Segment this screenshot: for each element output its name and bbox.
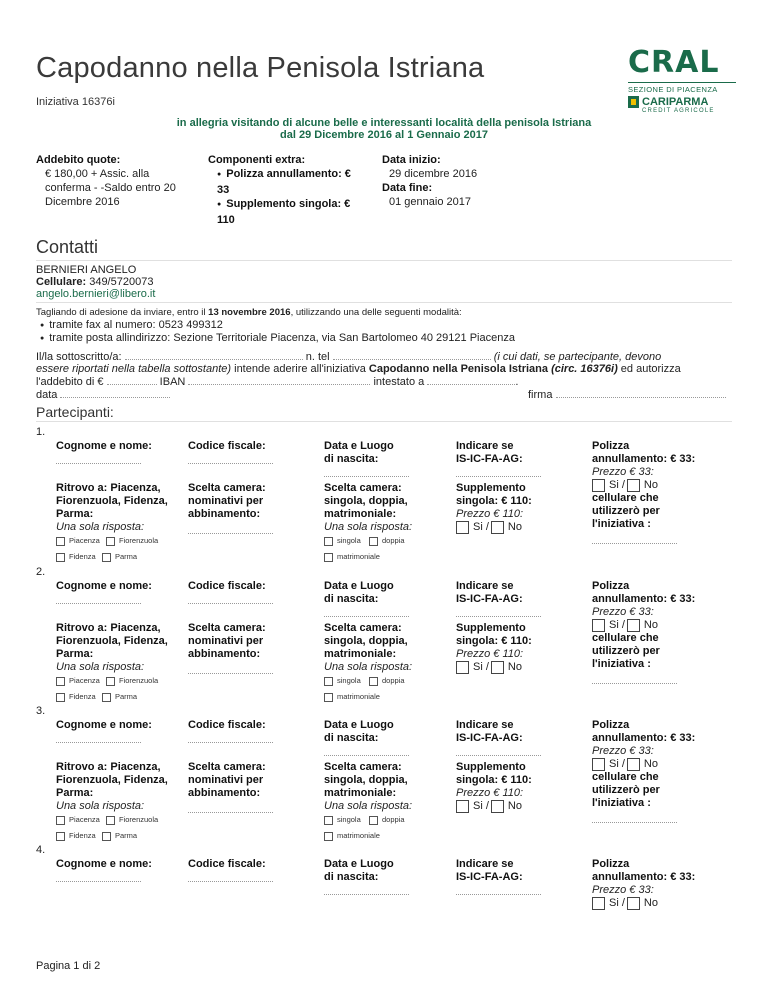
supplement-no-checkbox[interactable] (491, 800, 504, 813)
supplement-choice (456, 661, 532, 674)
birth-label-2: di nascita: (324, 732, 379, 744)
meeting-label-3: Parma: (56, 508, 94, 520)
fiorenzuola-checkbox[interactable] (106, 816, 115, 825)
policy-no-checkbox[interactable] (627, 479, 640, 492)
birth-field[interactable] (324, 894, 409, 895)
policy-yes-checkbox[interactable] (592, 619, 605, 632)
meeting-cell (56, 761, 168, 813)
category-label-1: Indicare se (456, 858, 514, 870)
initiative-code: Iniziativa 16376i (36, 96, 115, 108)
fidenza-label: Fidenza (69, 831, 96, 840)
extra-label: Componenti extra: (208, 154, 306, 166)
date-field[interactable] (60, 388, 170, 398)
date-row: data (36, 388, 170, 401)
roommate-field[interactable] (188, 673, 273, 674)
policy-yes-checkbox[interactable] (592, 897, 605, 910)
policy-no-label: No (643, 758, 658, 771)
policy-label-2: annullamento: € 33: (592, 453, 696, 465)
phone-label-1: cellulare che (592, 771, 659, 784)
doppia-option (369, 676, 405, 686)
meeting-cell (56, 482, 168, 534)
supplement-choice (456, 800, 532, 813)
singola-option (324, 815, 361, 825)
doppia-checkbox[interactable] (369, 677, 378, 686)
supplement-no-checkbox[interactable] (491, 521, 504, 534)
contact-phone: 349/5720073 (89, 276, 154, 288)
contacts-heading: Contatti (36, 237, 99, 257)
policy-choice (592, 619, 732, 632)
fax-option: ● tramite fax al numero: 0523 499312 (40, 319, 223, 331)
mail-option: ● tramite posta allindirizzo: Sezione Territoriale Piacenza, via San Bartolomeo 40 29121 Piacenza (40, 332, 515, 344)
policy-no-label: No (643, 897, 658, 910)
dates-block (382, 153, 542, 209)
piacenza-label: Piacenza (69, 536, 100, 545)
fiscal-field[interactable] (188, 463, 273, 464)
phone-field[interactable] (592, 683, 677, 684)
supplement-yes-label: Si / (473, 800, 489, 813)
supplement-no-label: No (507, 800, 522, 813)
surname-label: Cognome e nome: (56, 580, 152, 592)
fiscal-cell (188, 858, 273, 882)
supplement-price: Prezzo € 110: (456, 508, 524, 520)
participant-number: 2. (36, 566, 46, 578)
policy-label-2: annullamento: € 33: (592, 593, 696, 605)
phone-field[interactable] (592, 543, 677, 544)
addebito-text: € 180,00 + Assic. alla conferma - -Saldo entro 20 Dicembre 2016 (45, 168, 176, 208)
room-type-label-2: singola, doppia, (324, 774, 408, 786)
fiorenzuola-option (106, 536, 158, 546)
supplement-choice (456, 521, 532, 534)
meeting-cell (56, 622, 168, 674)
phone-label-2: utilizzerò per (592, 645, 660, 658)
birth-label-1: Data e Luogo (324, 440, 394, 452)
matrimoniale-label: matrimoniale (337, 692, 380, 701)
fidenza-option (56, 552, 96, 562)
contact-name: BERNIERI ANGELO (36, 264, 137, 276)
room-type-label-4: Una sola risposta: (324, 661, 413, 673)
category-field[interactable] (456, 616, 541, 617)
logo-brand: CRAL (628, 45, 720, 80)
roommate-label-3: abbinamento: (188, 648, 261, 660)
room-type-cell (324, 761, 412, 813)
roommate-field[interactable] (188, 812, 273, 813)
fiscal-field[interactable] (188, 603, 273, 604)
room-type-label-1: Scelta camera: (324, 761, 402, 773)
roommate-cell (188, 622, 273, 674)
doppia-label: doppia (382, 536, 405, 545)
divider (36, 302, 732, 303)
iban-field[interactable] (188, 375, 370, 385)
parma-label: Parma (115, 692, 138, 701)
matrimoniale-option (324, 692, 380, 702)
supplement-label-1: Supplemento (456, 482, 526, 494)
extra-block: Componenti extra: ● Polizza annullamento: € 33 ● Supplemento singola: € 110 (208, 153, 368, 227)
supplement-no-checkbox[interactable] (491, 661, 504, 674)
parma-checkbox[interactable] (102, 693, 111, 702)
fiorenzuola-checkbox[interactable] (106, 677, 115, 686)
phone-label-3: l'iniziativa : (592, 658, 651, 671)
fidenza-label: Fidenza (69, 692, 96, 701)
policy-cell (592, 440, 732, 544)
roommate-label-3: abbinamento: (188, 787, 261, 799)
singola-label: singola (337, 676, 361, 685)
singola-checkbox[interactable] (324, 816, 333, 825)
supplement-cell (456, 482, 532, 534)
surname-cell (56, 440, 152, 464)
doppia-label: doppia (382, 676, 405, 685)
category-cell (456, 719, 541, 756)
surname-field[interactable] (56, 463, 141, 464)
signature-field[interactable] (556, 388, 726, 398)
addebito-block (36, 153, 196, 209)
fidenza-checkbox[interactable] (56, 693, 65, 702)
supplement-cell (456, 622, 532, 674)
policy-yes-label: Si / (609, 479, 625, 492)
participant-number: 1. (36, 426, 46, 438)
policy-no-label: No (643, 479, 658, 492)
roommate-label-2: nominativi per (188, 774, 264, 786)
birth-cell (324, 719, 409, 756)
meeting-label-2: Fiorenzuola, Fidenza, (56, 495, 168, 507)
surname-field[interactable] (56, 742, 141, 743)
room-type-label-1: Scelta camera: (324, 482, 402, 494)
fiscal-cell (188, 719, 273, 743)
fiorenzuola-option (106, 815, 158, 825)
birth-field[interactable] (324, 476, 409, 477)
supplement-label-2: singola: € 110: (456, 774, 532, 786)
policy-label-1: Polizza (592, 858, 630, 870)
policy-price: Prezzo € 33: (592, 466, 654, 478)
addebito-label: Addebito quote: (36, 154, 121, 166)
supplement-yes-checkbox[interactable] (456, 521, 469, 534)
policy-yes-label: Si / (609, 619, 625, 632)
parma-option (102, 552, 137, 562)
room-type-label-4: Una sola risposta: (324, 800, 413, 812)
supplement-no-label: No (507, 521, 522, 534)
policy-price: Prezzo € 33: (592, 745, 654, 757)
birth-label-2: di nascita: (324, 593, 379, 605)
policy-label-1: Polizza (592, 440, 630, 452)
birth-label-2: di nascita: (324, 453, 379, 465)
piacenza-checkbox[interactable] (56, 816, 65, 825)
policy-label-2: annullamento: € 33: (592, 871, 696, 883)
phone-label-3: l'iniziativa : (592, 797, 651, 810)
category-label-1: Indicare se (456, 719, 514, 731)
fiorenzuola-label: Fiorenzuola (119, 815, 159, 824)
parma-label: Parma (115, 831, 138, 840)
fiscal-label: Codice fiscale: (188, 440, 266, 452)
piacenza-option (56, 536, 100, 546)
participant-number: 4. (36, 844, 46, 856)
category-label-2: IS-IC-FA-AG: (456, 732, 523, 744)
matrimoniale-label: matrimoniale (337, 552, 380, 561)
room-type-label-3: matrimoniale: (324, 508, 397, 520)
cral-logo (628, 45, 736, 118)
phone-label-2: utilizzerò per (592, 784, 660, 797)
supplement-label-1: Supplemento (456, 622, 526, 634)
category-cell (456, 858, 541, 895)
surname-label: Cognome e nome: (56, 440, 152, 452)
meeting-label-4: Una sola risposta: (56, 800, 145, 812)
birth-label-1: Data e Luogo (324, 858, 394, 870)
surname-label: Cognome e nome: (56, 858, 152, 870)
category-label-2: IS-IC-FA-AG: (456, 593, 523, 605)
policy-no-checkbox[interactable] (627, 758, 640, 771)
surname-field[interactable] (56, 603, 141, 604)
roommate-label-1: Scelta camera: (188, 761, 266, 773)
fidenza-option (56, 692, 96, 702)
singola-checkbox[interactable] (324, 677, 333, 686)
roommate-cell (188, 761, 273, 813)
supplement-yes-checkbox[interactable] (456, 800, 469, 813)
end-label: Data fine: (382, 182, 433, 194)
policy-no-label: No (643, 619, 658, 632)
birth-label-2: di nascita: (324, 871, 379, 883)
meeting-label-1: Ritrovo a: Piacenza, (56, 482, 161, 494)
policy-yes-checkbox[interactable] (592, 479, 605, 492)
supplement-no-label: No (507, 661, 522, 674)
meeting-label-4: Una sola risposta: (56, 661, 145, 673)
category-label-1: Indicare se (456, 580, 514, 592)
piacenza-checkbox[interactable] (56, 537, 65, 546)
meeting-label-3: Parma: (56, 648, 94, 660)
page-number: Pagina 1 di 2 (36, 960, 101, 972)
meeting-label-3: Parma: (56, 787, 94, 799)
page-title: Capodanno nella Penisola Istriana (36, 52, 485, 84)
category-field[interactable] (456, 755, 541, 756)
phone-label-3: l'iniziativa : (592, 518, 651, 531)
policy-no-checkbox[interactable] (627, 897, 640, 910)
singola-option (324, 676, 361, 686)
supplement-label-2: singola: € 110: (456, 495, 532, 507)
policy-label-2: annullamento: € 33: (592, 732, 696, 744)
roommate-label-1: Scelta camera: (188, 482, 266, 494)
roommate-label-1: Scelta camera: (188, 622, 266, 634)
matrimoniale-checkbox[interactable] (324, 553, 333, 562)
meeting-label-2: Fiorenzuola, Fidenza, (56, 635, 168, 647)
roommate-cell (188, 482, 273, 534)
matrimoniale-checkbox[interactable] (324, 832, 333, 841)
meeting-label-2: Fiorenzuola, Fidenza, (56, 774, 168, 786)
birth-field[interactable] (324, 755, 409, 756)
meeting-label-1: Ritrovo a: Piacenza, (56, 761, 161, 773)
roommate-label-2: nominativi per (188, 495, 264, 507)
parma-label: Parma (115, 552, 138, 561)
roommate-label-2: nominativi per (188, 635, 264, 647)
logo-sponsor: CARIPARMA (642, 95, 709, 108)
supplement-yes-checkbox[interactable] (456, 661, 469, 674)
instructions-intro: Tagliando di adesione da inviare, entro il 13 novembre 2016, utilizzando una delle seguenti modalità: (36, 307, 462, 318)
roommate-field[interactable] (188, 533, 273, 534)
room-type-cell (324, 622, 412, 674)
fiorenzuola-checkbox[interactable] (106, 537, 115, 546)
fiscal-label: Codice fiscale: (188, 580, 266, 592)
policy-label-1: Polizza (592, 580, 630, 592)
surname-cell (56, 858, 152, 882)
policy-price: Prezzo € 33: (592, 606, 654, 618)
matrimoniale-option (324, 552, 380, 562)
start-label: Data inizio: (382, 154, 441, 166)
fiscal-cell (188, 440, 273, 464)
policy-choice (592, 897, 732, 910)
contact-card (36, 264, 155, 300)
policy-choice (592, 758, 732, 771)
matrimoniale-option (324, 831, 380, 841)
logo-section: SEZIONE DI PIACENZA (628, 82, 736, 94)
meeting-label-1: Ritrovo a: Piacenza, (56, 622, 161, 634)
doppia-option (369, 815, 405, 825)
policy-cell (592, 858, 732, 910)
tagline (0, 117, 768, 141)
category-cell (456, 580, 541, 617)
category-cell (456, 440, 541, 477)
room-type-label-1: Scelta camera: (324, 622, 402, 634)
fiscal-label: Codice fiscale: (188, 719, 266, 731)
category-label-2: IS-IC-FA-AG: (456, 453, 523, 465)
contact-email-link[interactable]: angelo.bernieri@libero.it (36, 288, 156, 300)
birth-label-1: Data e Luogo (324, 719, 394, 731)
cariparma-mark-icon (628, 96, 639, 108)
policy-label-1: Polizza (592, 719, 630, 731)
tagline-line-1: in allegria visitando di alcune belle e interessanti località della penisola Istriana (176, 117, 592, 129)
policy-yes-label: Si / (609, 758, 625, 771)
parma-option (102, 692, 137, 702)
policy-cell (592, 580, 732, 684)
room-type-label-3: matrimoniale: (324, 787, 397, 799)
divider (36, 260, 732, 261)
singola-checkbox[interactable] (324, 537, 333, 546)
supplement-price: Prezzo € 110: (456, 787, 524, 799)
logo-sponsor-sub: CREDIT AGRICOLE (642, 108, 715, 114)
birth-cell (324, 858, 409, 895)
birth-cell (324, 580, 409, 617)
surname-cell (56, 719, 152, 743)
phone-label-2: utilizzerò per (592, 505, 660, 518)
category-field[interactable] (456, 894, 541, 895)
fiscal-field[interactable] (188, 742, 273, 743)
birth-cell (324, 440, 409, 477)
tagline-line-2: dal 29 Dicembre 2016 al 1 Gennaio 2017 (280, 129, 488, 141)
extra-policy: ● Polizza annullamento: € (217, 167, 368, 183)
phone-label-1: cellulare che (592, 492, 659, 505)
roommate-label-3: abbinamento: (188, 508, 261, 520)
category-field[interactable] (456, 476, 541, 477)
matrimoniale-checkbox[interactable] (324, 693, 333, 702)
policy-no-checkbox[interactable] (627, 619, 640, 632)
doppia-option (369, 536, 405, 546)
phone-label-1: cellulare che (592, 632, 659, 645)
fidenza-label: Fidenza (69, 552, 96, 561)
policy-yes-checkbox[interactable] (592, 758, 605, 771)
supplement-label-1: Supplemento (456, 761, 526, 773)
participant-number: 3. (36, 705, 46, 717)
piacenza-label: Piacenza (69, 676, 100, 685)
policy-yes-label: Si / (609, 897, 625, 910)
fidenza-option (56, 831, 96, 841)
participants-heading: Partecipanti: (36, 404, 114, 420)
end-value: 01 gennaio 2017 (389, 196, 471, 208)
matrimoniale-label: matrimoniale (337, 831, 380, 840)
start-value: 29 dicembre 2016 (389, 168, 478, 180)
room-type-label-2: singola, doppia, (324, 495, 408, 507)
phone-field[interactable] (592, 822, 677, 823)
piacenza-checkbox[interactable] (56, 677, 65, 686)
fiorenzuola-option (106, 676, 158, 686)
room-type-label-4: Una sola risposta: (324, 521, 413, 533)
fiorenzuola-label: Fiorenzuola (119, 676, 159, 685)
fiscal-label: Codice fiscale: (188, 858, 266, 870)
fiscal-cell (188, 580, 273, 604)
category-label-1: Indicare se (456, 440, 514, 452)
parma-checkbox[interactable] (102, 832, 111, 841)
surname-label: Cognome e nome: (56, 719, 152, 731)
piacenza-option (56, 676, 100, 686)
supplement-yes-label: Si / (473, 521, 489, 534)
signer-phone-field[interactable] (333, 350, 491, 360)
doppia-label: doppia (382, 815, 405, 824)
room-type-label-3: matrimoniale: (324, 648, 397, 660)
surname-cell (56, 580, 152, 604)
signer-name-field[interactable] (125, 350, 303, 360)
piacenza-option (56, 815, 100, 825)
supplement-cell (456, 761, 532, 813)
doppia-checkbox[interactable] (369, 537, 378, 546)
divider (36, 421, 732, 422)
singola-label: singola (337, 536, 361, 545)
fiorenzuola-label: Fiorenzuola (119, 536, 159, 545)
phone-label: Cellulare: (36, 276, 87, 288)
fidenza-checkbox[interactable] (56, 832, 65, 841)
supplement-label-2: singola: € 110: (456, 635, 532, 647)
room-type-cell (324, 482, 412, 534)
supplement-price: Prezzo € 110: (456, 648, 524, 660)
signature-row: firma (528, 388, 726, 401)
singola-label: singola (337, 815, 361, 824)
room-type-label-2: singola, doppia, (324, 635, 408, 647)
policy-choice (592, 479, 732, 492)
birth-field[interactable] (324, 616, 409, 617)
declaration: Il/la sottoscritto/a: n. tel (i cui dati, se partecipante, devono essere riportati nella tabella sottostante) intende aderire all'iniziativa Capodanno nella Penisola Istriana (circ. 16376i) ed autorizza l'addebito di € IBAN intestato a . (36, 351, 681, 388)
policy-price: Prezzo € 33: (592, 884, 654, 896)
parma-checkbox[interactable] (102, 553, 111, 562)
doppia-checkbox[interactable] (369, 816, 378, 825)
policy-cell (592, 719, 732, 823)
birth-label-1: Data e Luogo (324, 580, 394, 592)
deadline-date: 13 novembre 2016 (208, 307, 291, 318)
extra-supplement: ● Supplemento singola: € (217, 197, 368, 213)
surname-field[interactable] (56, 881, 141, 882)
singola-option (324, 536, 361, 546)
fiscal-field[interactable] (188, 881, 273, 882)
category-label-2: IS-IC-FA-AG: (456, 871, 523, 883)
supplement-yes-label: Si / (473, 661, 489, 674)
fidenza-checkbox[interactable] (56, 553, 65, 562)
amount-field[interactable] (107, 375, 157, 385)
piacenza-label: Piacenza (69, 815, 100, 824)
account-holder-field[interactable] (427, 375, 515, 385)
meeting-label-4: Una sola risposta: (56, 521, 145, 533)
parma-option (102, 831, 137, 841)
